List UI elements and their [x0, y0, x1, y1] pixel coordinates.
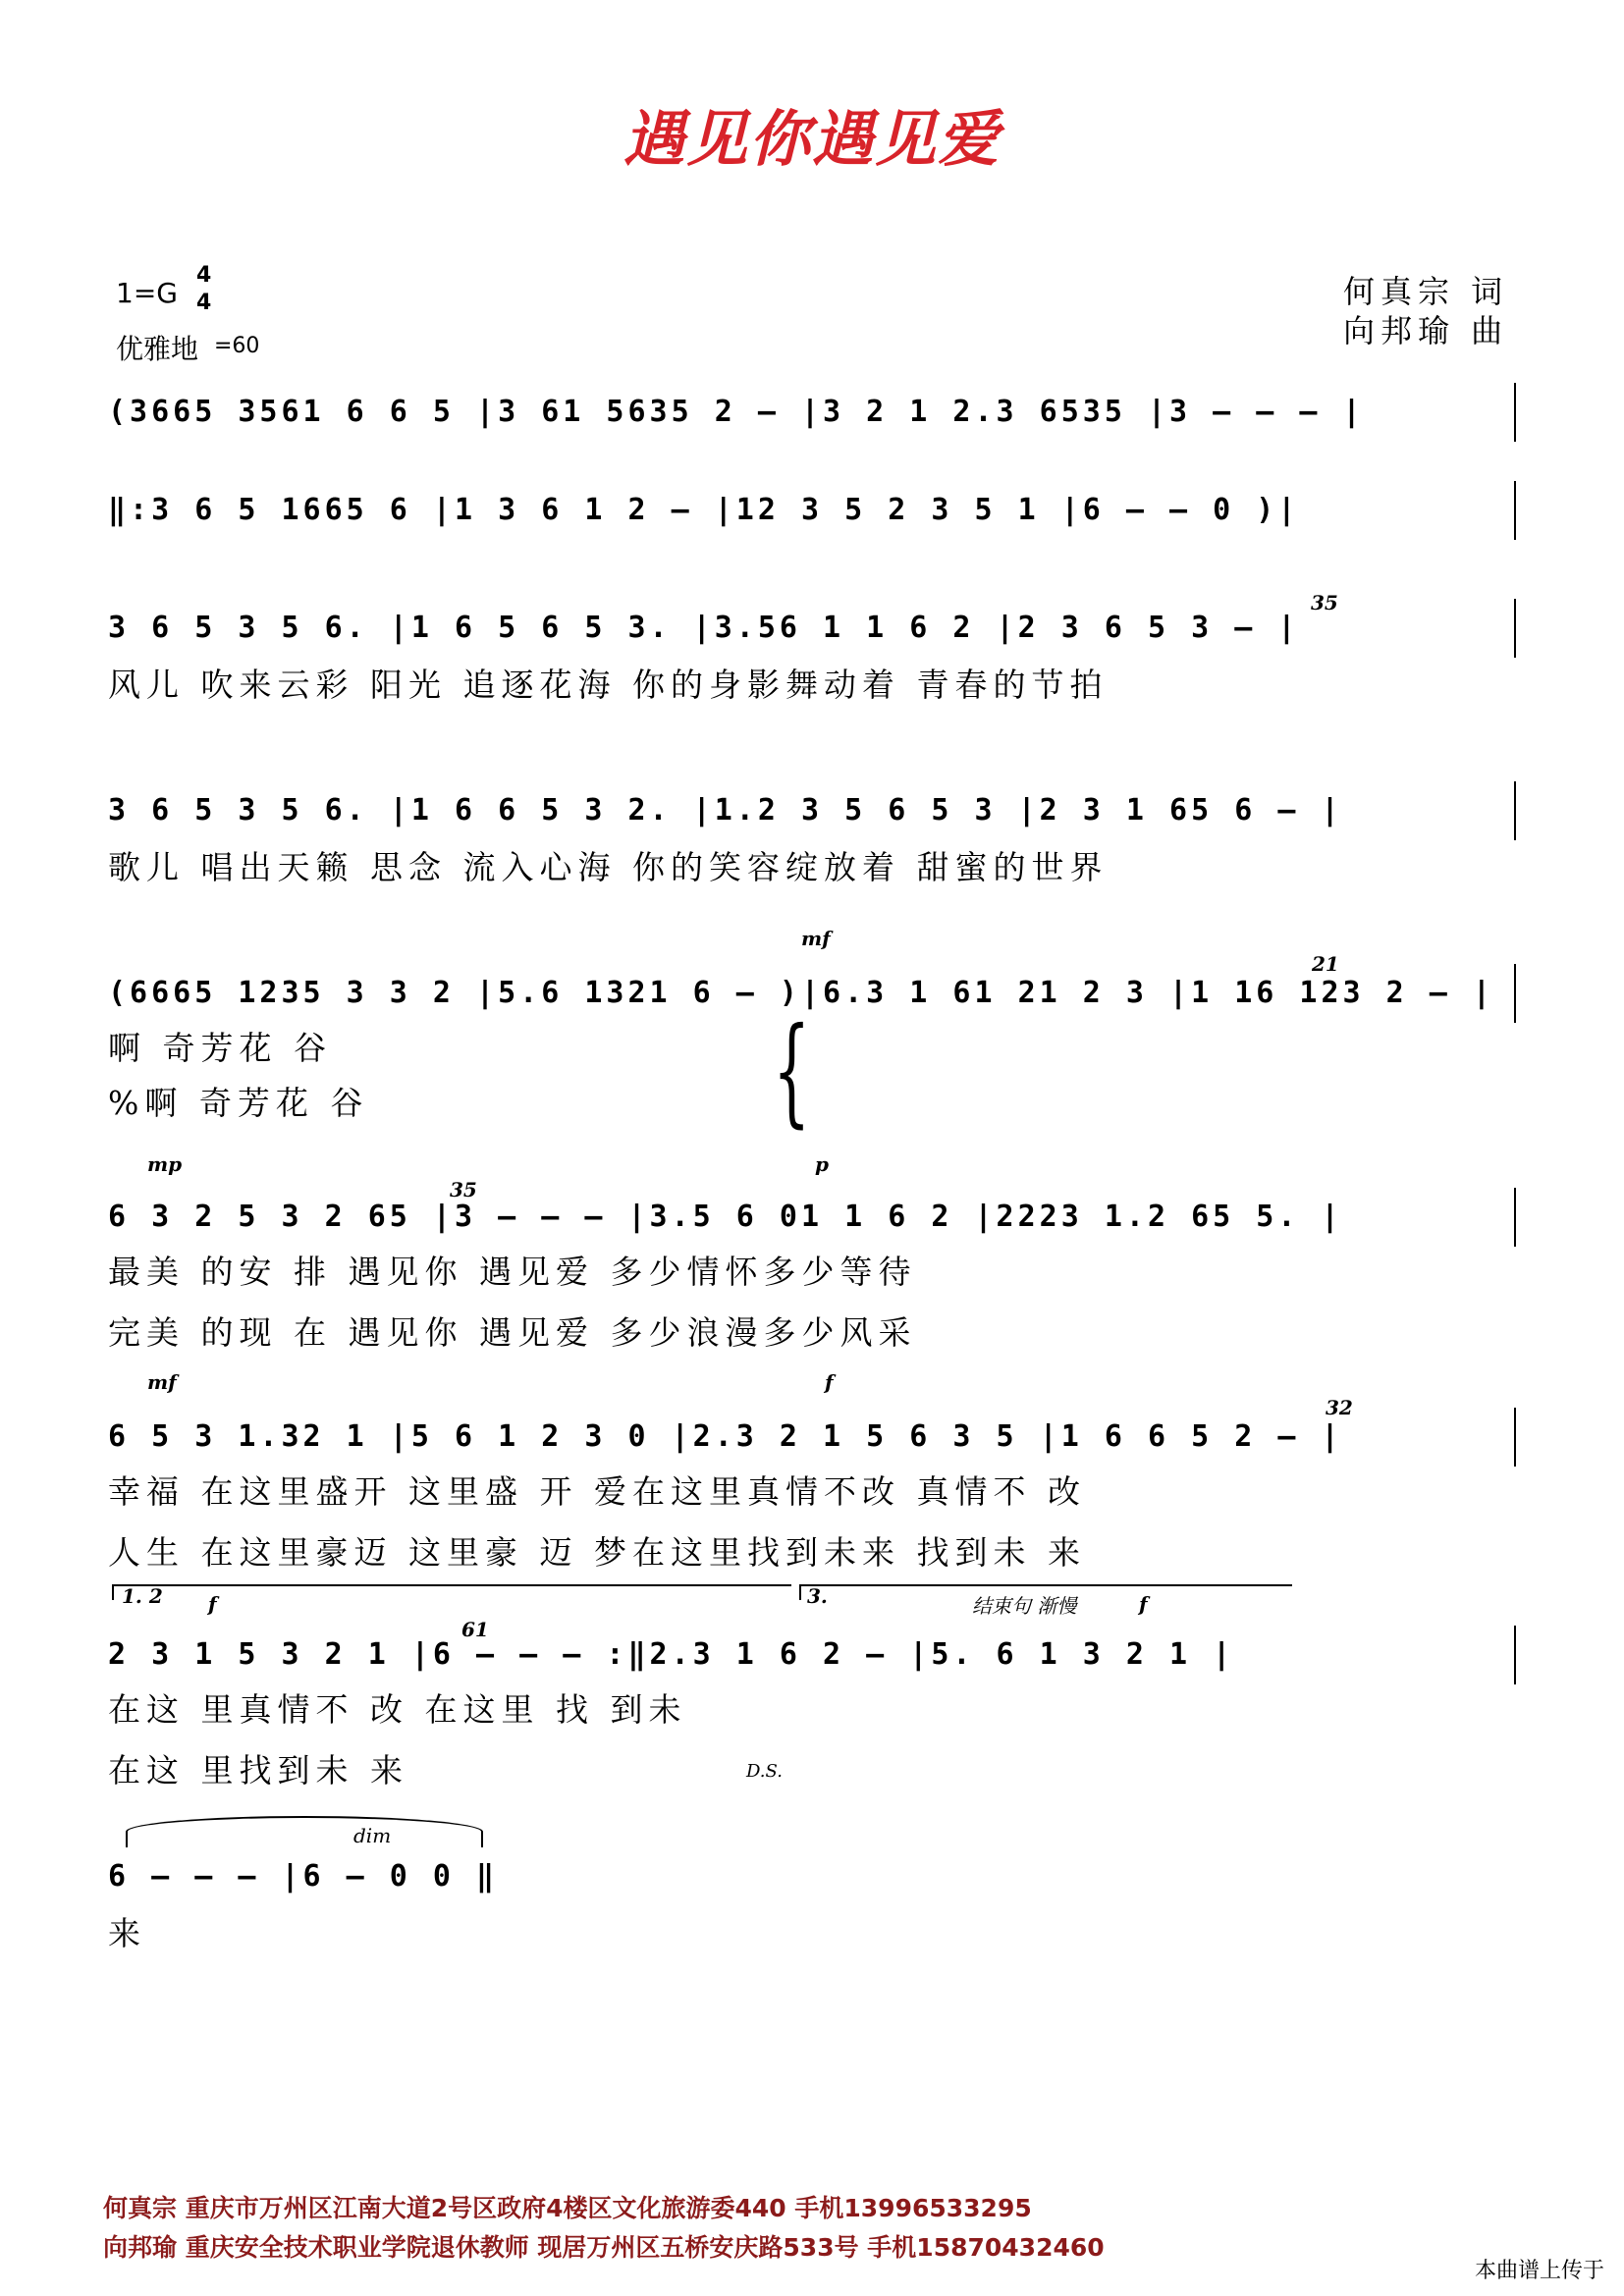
dynamic-mp: mp [147, 1152, 183, 1176]
barline [1514, 481, 1516, 540]
lyric-line: 最美 的安 排 遇见你 遇见爱 多少情怀多少等待 [108, 1253, 917, 1291]
lyric-line: 歌儿 唱出天籁 思念 流入心海 你的笑容绽放着 甜蜜的世界 [108, 848, 1109, 886]
notation-line: 3 6 5 3 5 6. |1 6 6 5 3 2. |1.2 3 5 6 5 3 |2 3 1 65 6 – | [108, 793, 1343, 828]
notation-line: 6 – – – |6 – 0 0 ‖ [108, 1859, 499, 1894]
grace-note: 35 [450, 1178, 477, 1201]
tie-arc [126, 1816, 483, 1847]
dynamic-mf: mf [147, 1370, 177, 1394]
dynamic-f: f [825, 1370, 834, 1394]
barline [1514, 1408, 1516, 1467]
barline [1514, 599, 1516, 658]
dynamic-dim: dim [353, 1824, 392, 1847]
composer-credit: 向邦瑜 曲 [1343, 312, 1509, 349]
volta-label-3: 3. [807, 1584, 828, 1608]
dynamic-f: f [208, 1592, 217, 1616]
footer-composer-contact: 向邦瑜 重庆安全技术职业学院退休教师 现居万州区五桥安庆路533号 手机15870432460 [103, 2233, 1105, 2262]
lyric-line: %啊 奇芳花 谷 [108, 1084, 369, 1122]
barline [1514, 1188, 1516, 1247]
barline [1514, 383, 1516, 442]
dynamic-mf: mf [801, 927, 831, 950]
time-signature-top: 4 [196, 263, 212, 288]
notation-line: 6 5 3 1.32 1 |5 6 1 2 3 0 |2.3 2 1 5 6 3 5 |1 6 6 5 2 – | [108, 1419, 1343, 1454]
verse-brace: { [773, 1003, 811, 1140]
barline [1514, 1626, 1516, 1684]
volta-label-1: 1. 2 [122, 1584, 163, 1608]
time-signature-bottom: 4 [196, 291, 212, 315]
notation-line: 2 3 1 5 3 2 1 |6 – – – :‖2.3 1 6 2 – |5. 6 1 3 2 1 | [108, 1637, 1235, 1672]
lyric-line: 人生 在这里豪迈 这里豪 迈 梦在这里找到未来 找到未 来 [108, 1533, 1086, 1572]
dynamic-f: f [1139, 1592, 1148, 1616]
lyric-line: 幸福 在这里盛开 这里盛 开 爱在这里真情不改 真情不 改 [108, 1472, 1086, 1511]
barline [1514, 964, 1516, 1023]
lyric-line: 来 [108, 1914, 146, 1952]
tempo-marking: 优雅地 [116, 333, 199, 365]
grace-note: 21 [1312, 952, 1339, 976]
lyricist-credit: 何真宗 词 [1343, 273, 1509, 310]
grace-note: 35 [1311, 591, 1338, 614]
dal-segno: D.S. [746, 1761, 783, 1782]
grace-note: 61 [461, 1618, 489, 1641]
grace-note: 32 [1326, 1396, 1353, 1419]
notation-line: ‖:3 6 5 1665 6 |1 3 6 1 2 – |12 3 5 2 3 5 1 |6 – – 0 )| [108, 493, 1300, 527]
notation-line: 3 6 5 3 5 6. |1 6 5 6 5 3. |3.56 1 1 6 2 |2 3 6 5 3 – | [108, 611, 1300, 645]
ending-note: 结束句 渐慢 [972, 1594, 1077, 1618]
lyric-line: 在这 里真情不 改 在这里 找 到未 [108, 1690, 687, 1729]
key-signature: 1=G [116, 277, 178, 309]
lyric-line: 啊 奇芳花 谷 [108, 1029, 332, 1067]
lyric-line: 在这 里找到未 来 [108, 1751, 408, 1789]
notation-line: 6 3 2 5 3 2 65 |3 – – – |3.5 6 01 1 6 2 |2223 1.2 65 5. | [108, 1200, 1343, 1234]
footer-lyricist-contact: 何真宗 重庆市万州区江南大道2号区政府4楼区文化旅游委440 手机13996533295 [103, 2194, 1032, 2222]
song-title: 遇见你遇见爱 [623, 103, 1001, 175]
upload-note: 本曲谱上传于 [1474, 2259, 1604, 2283]
dynamic-p: p [815, 1152, 829, 1176]
lyric-line: 风儿 吹来云彩 阳光 追逐花海 你的身影舞动着 青春的节拍 [108, 666, 1109, 704]
notation-line: (6665 1235 3 3 2 |5.6 1321 6 – )|6.3 1 61 21 2 3 |1 16 123 2 – | [108, 976, 1494, 1010]
lyric-line: 完美 的现 在 遇见你 遇见爱 多少浪漫多少风采 [108, 1313, 917, 1352]
barline [1514, 781, 1516, 840]
tempo-bpm: =60 [214, 334, 260, 358]
notation-line: (3665 3561 6 6 5 |3 61 5635 2 – |3 2 1 2.3 6535 |3 – – – | [108, 395, 1365, 429]
